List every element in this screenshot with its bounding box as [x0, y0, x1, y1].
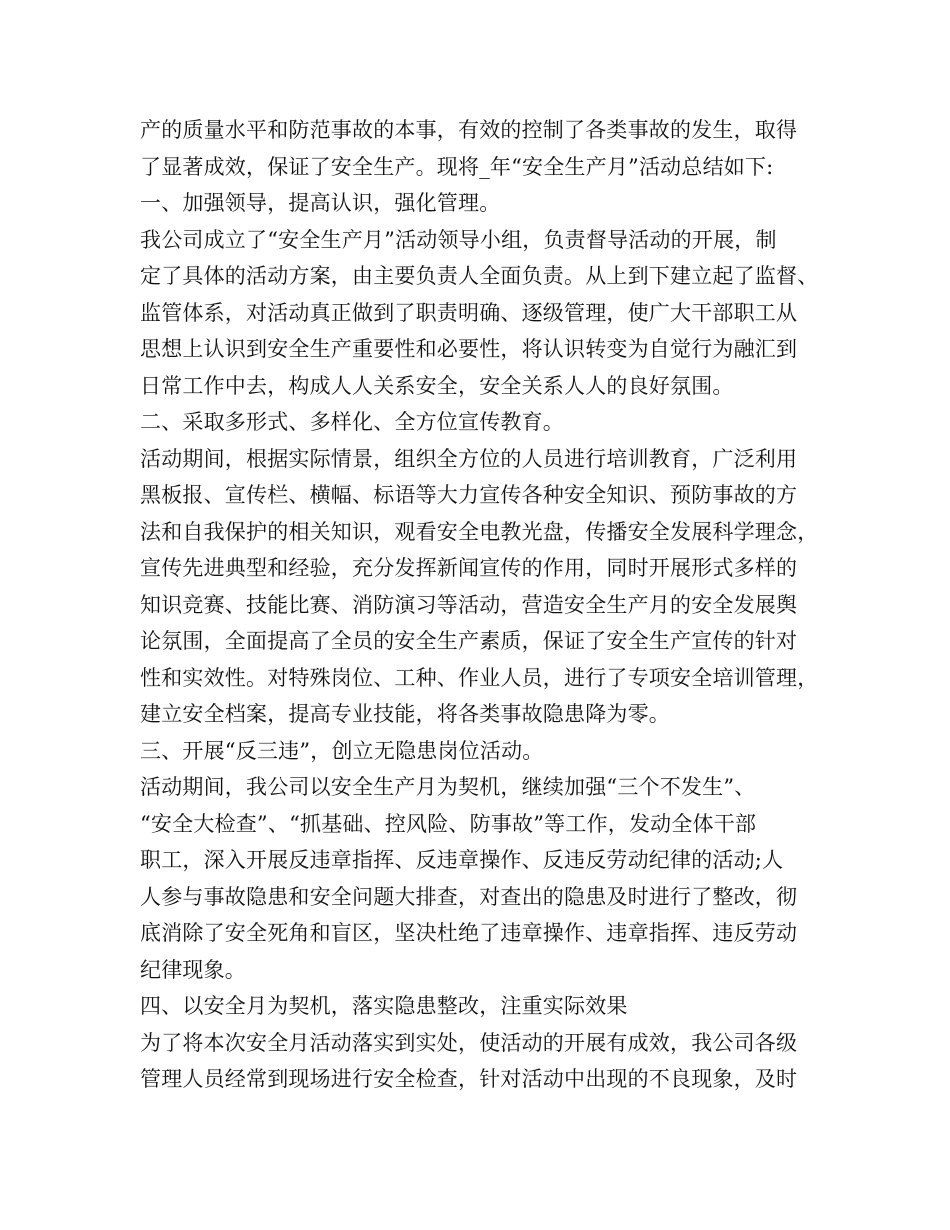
text-line: 建立安全档案，提高专业技能，将各类事故隐患降为零。 — [140, 702, 670, 726]
text-line: 底消除了安全死角和盲区，坚决杜绝了违章操作、违章指挥、违反劳动 — [140, 921, 798, 945]
text-line: 性和实效性。对特殊岗位、工种、作业人员，进行了专项安全培训管理， — [140, 665, 819, 690]
text-line: 宣传先进典型和经验，充分发挥新闻宣传的作用，同时开展形式多样的 — [140, 556, 798, 580]
text-line: 人参与事故隐患和安全问题大排查，对查出的隐患及时进行了整改，彻 — [140, 884, 798, 909]
document-body — [140, 112, 830, 1098]
text-line: 法和自我保护的相关知识，观看安全电教光盘，传播安全发展科学理念， — [140, 519, 819, 544]
section-heading: 一、加强领导，提高认识，强化管理。 — [140, 191, 501, 215]
text-line: 日常工作中去，构成人人关系安全，安全关系人人的良好氛围。 — [140, 373, 734, 398]
text-line: 定了具体的活动方案，由主要负责人全面负责。从上到下建立起了监督、 — [140, 264, 819, 288]
section-heading: 三、开展“反三违”，创立无隐患岗位活动。 — [140, 738, 544, 763]
text-line: 论氛围，全面提高了全员的安全生产素质，保证了安全生产宣传的针对 — [140, 629, 798, 653]
section-heading: 四、以安全月为契机，落实隐患整改，注重实际效果 — [140, 994, 628, 1018]
text-line: 活动期间，我公司以安全生产月为契机，继续加强“三个不发生”、 — [140, 775, 756, 799]
text-line: 管理人员经常到现场进行安全检查，针对活动中出现的不良现象，及时 — [140, 1067, 798, 1091]
text-line: 为了将本次安全月活动落实到实处，使活动的开展有成效，我公司各级 — [140, 1030, 798, 1055]
text-line: 思想上认识到安全生产重要性和必要性，将认识转变为自觉行为融汇到 — [140, 337, 798, 361]
text-line: 监管体系，对活动真正做到了职责明确、逐级管理，使广大干部职工从 — [140, 300, 798, 325]
text-line: 纪律现象。 — [140, 957, 246, 982]
text-line: 我公司成立了“安全生产月”活动领导小组，负责督导活动的开展，制 — [140, 227, 777, 252]
text-line: 了显著成效，保证了安全生产。现将_年“安全生产月”活动总结如下: — [140, 154, 774, 179]
text-line: 活动期间，根据实际情景，组织全方位的人员进行培训教育，广泛利用 — [140, 446, 798, 471]
text-line: 知识竞赛、技能比赛、消防演习等活动，营造安全生产月的安全发展舆 — [140, 592, 798, 617]
text-line: “安全大检查”、“抓基础、控风险、防事故”等工作，发动全体干部 — [140, 811, 757, 836]
text-line: 职工，深入开展反违章指挥、反违章操作、反违反劳动纪律的活动;人 — [140, 848, 784, 872]
text-line: 黑板报、宣传栏、横幅、标语等大力宣传各种安全知识、预防事故的方 — [140, 483, 798, 507]
section-heading: 二、采取多形式、多样化、全方位宣传教育。 — [140, 410, 564, 434]
text-line: 产的质量水平和防范事故的本事，有效的控制了各类事故的发生，取得 — [140, 118, 798, 142]
